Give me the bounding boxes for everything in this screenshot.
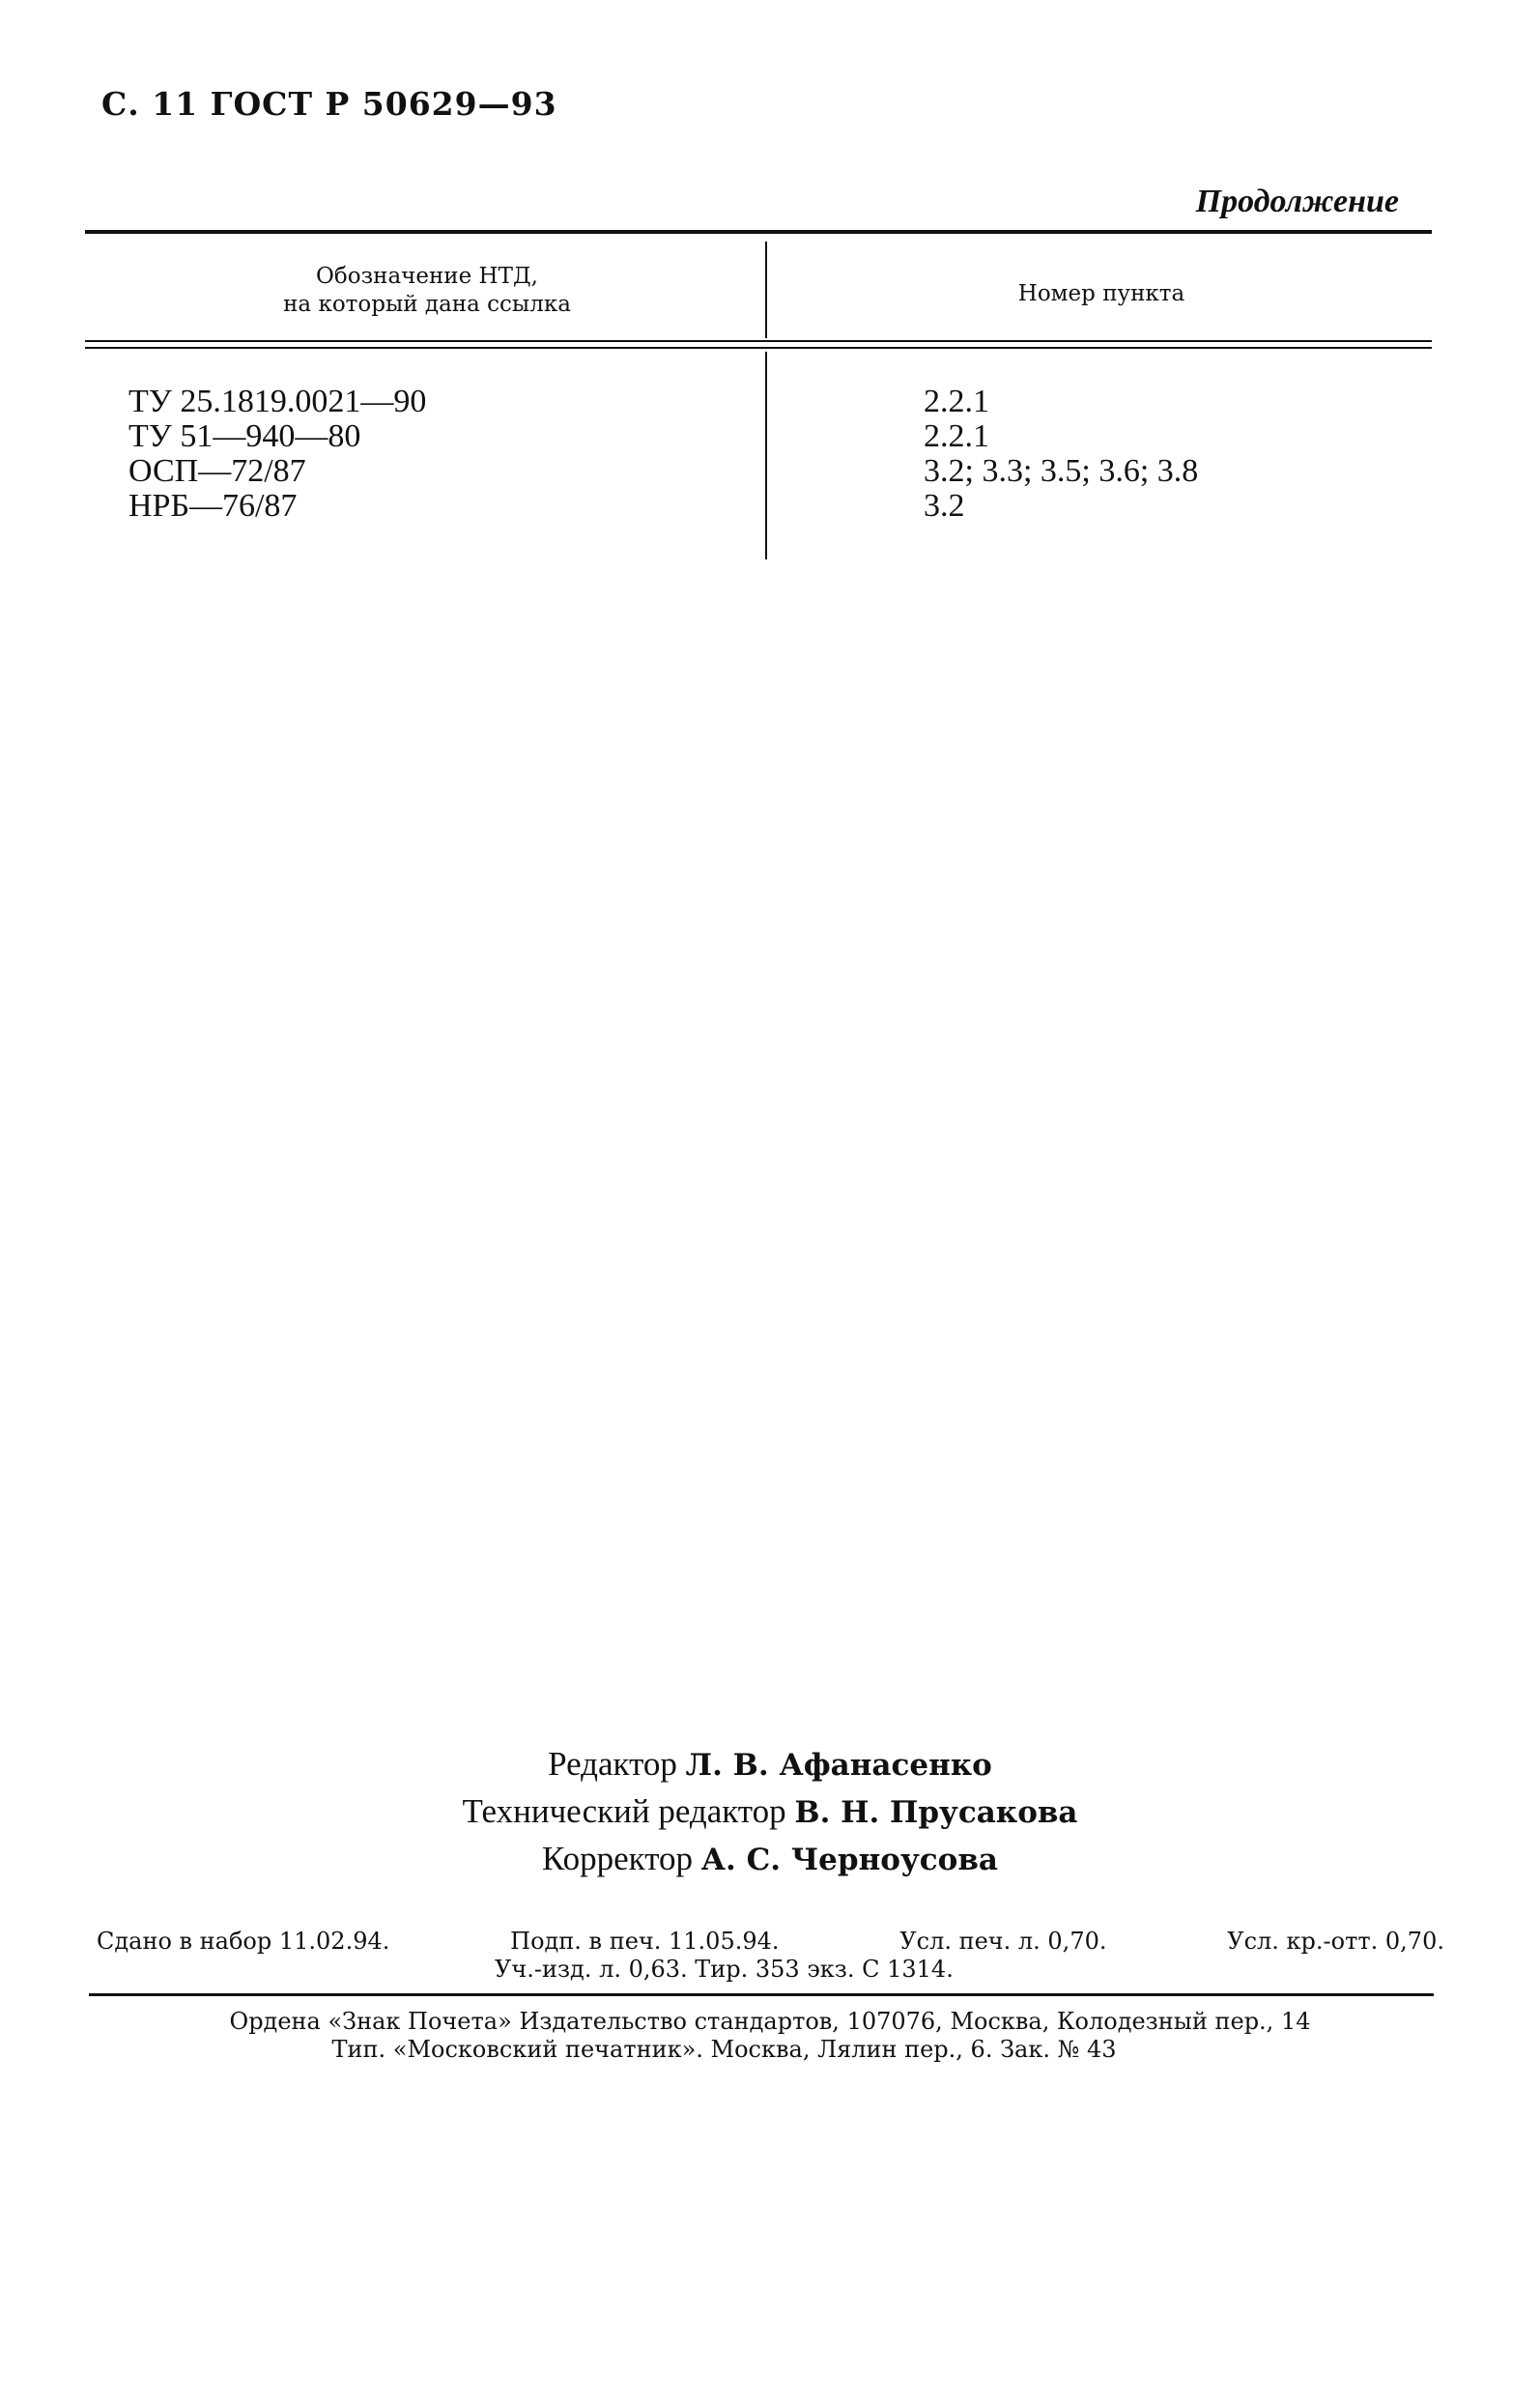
publisher-line-2: Тип. «Московский печатник». Москва, Лялин пер., 6. Зак. № 43 <box>331 2036 1117 2063</box>
table-cell-clause: 3.2 <box>924 488 965 524</box>
continuation-label: Продолжение <box>1195 184 1399 219</box>
credit-role: Корректор <box>542 1840 694 1877</box>
table-cell-clause: 2.2.1 <box>924 384 989 419</box>
page-header: С. 11 ГОСТ Р 50629—93 <box>101 85 557 123</box>
column-divider-header <box>765 242 767 338</box>
imprint-submitted: Сдано в набор 11.02.94. <box>97 1928 390 1955</box>
credit-name: А. С. Черноусова <box>700 1843 998 1877</box>
table-header-ntd-line1: Обозначение НТД, <box>316 264 538 289</box>
publisher-line-1: Ордена «Знак Почета» Издательство стандартов, 107076, Москва, Колодезный пер., 14 <box>229 2008 1311 2035</box>
publisher-info <box>89 2008 1451 2064</box>
table-header-ntd <box>89 263 765 319</box>
credit-name: Л. В. Афанасенко <box>685 1748 992 1783</box>
table-header-ntd-line2: на который дана ссылка <box>283 292 571 317</box>
clause-column <box>924 385 1198 524</box>
table-top-rule <box>85 230 1432 234</box>
table-cell-clause: 2.2.1 <box>924 418 989 454</box>
credit-role: Редактор <box>548 1745 677 1783</box>
credit-tech-editor <box>0 1788 1540 1836</box>
table-cell-ntd: НРБ—76/87 <box>128 488 298 524</box>
table-cell-ntd: ТУ 51—940—80 <box>128 418 361 454</box>
imprint-line-1 <box>97 1928 1444 1956</box>
credit-name: В. Н. Прусакова <box>794 1795 1078 1830</box>
credit-role: Технический редактор <box>462 1792 786 1830</box>
imprint-signed: Подп. в печ. 11.05.94. <box>510 1928 780 1955</box>
column-divider-body <box>765 352 767 559</box>
header-bottom-rule-2 <box>85 347 1432 349</box>
imprint-divider <box>89 1993 1434 1996</box>
imprint-line-2: Уч.-изд. л. 0,63. Тир. 353 экз. С 1314. <box>495 1956 954 1983</box>
credit-editor <box>0 1741 1540 1788</box>
print-imprint <box>97 1928 1449 1984</box>
credit-proofreader <box>0 1836 1540 1883</box>
header-bottom-rule-1 <box>85 340 1432 342</box>
editorial-credits <box>0 1741 1540 1883</box>
table-cell-ntd: ТУ 25.1819.0021—90 <box>128 384 427 419</box>
table-header-clause: Номер пункта <box>1017 281 1185 306</box>
imprint-color-prints: Усл. кр.-отт. 0,70. <box>1227 1928 1444 1955</box>
imprint-print-sheets: Усл. печ. л. 0,70. <box>899 1928 1107 1955</box>
table-cell-ntd: ОСП—72/87 <box>128 453 306 489</box>
table-cell-clause: 3.2; 3.3; 3.5; 3.6; 3.8 <box>924 453 1199 489</box>
ntd-column <box>128 385 426 524</box>
